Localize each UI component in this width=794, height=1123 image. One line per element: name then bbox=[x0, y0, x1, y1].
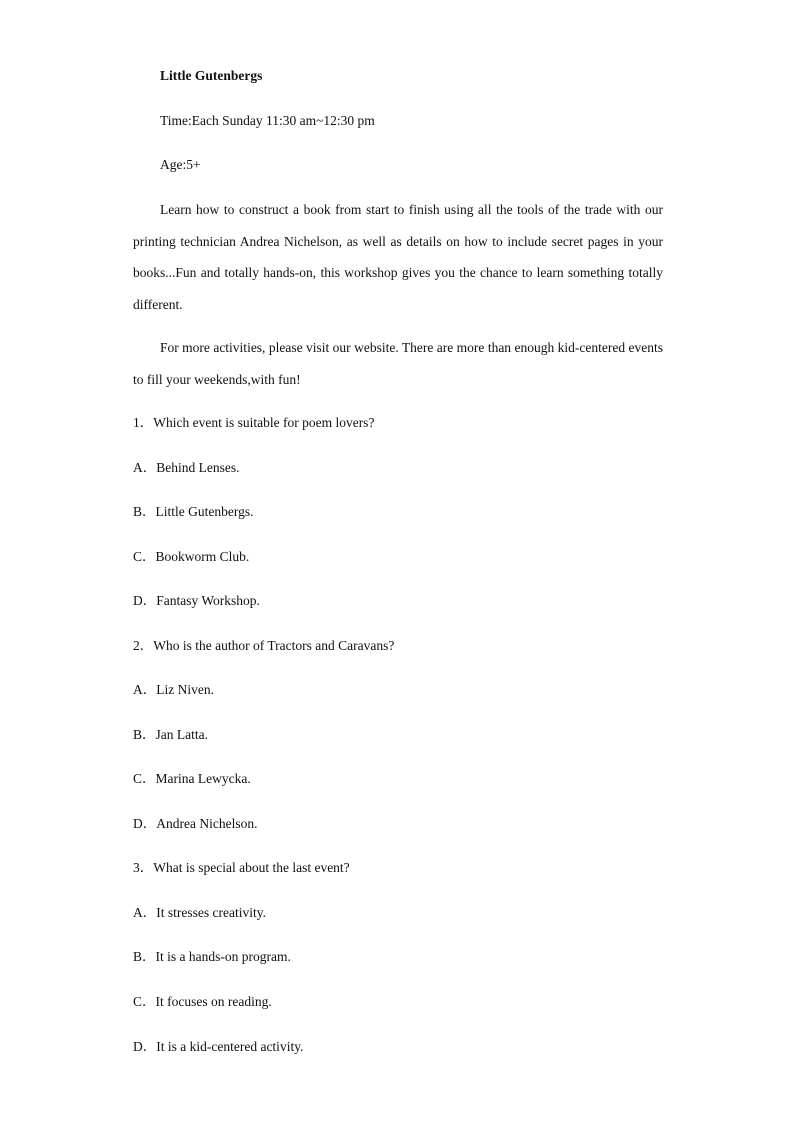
question-3-option-b: B．It is a hands-on program. bbox=[133, 949, 291, 964]
event-title: Little Gutenbergs bbox=[160, 68, 263, 83]
event-age: Age:5+ bbox=[160, 157, 201, 172]
question-1-option-b: B．Little Gutenbergs. bbox=[133, 504, 254, 519]
event-time: Time:Each Sunday 11:30 am~12:30 pm bbox=[160, 113, 375, 128]
question-2-option-b: B．Jan Latta. bbox=[133, 727, 208, 742]
question-3-stem: 3．What is special about the last event? bbox=[133, 860, 350, 875]
more-activities-note: For more activities, please visit our website. There are more than enough kid-centered events to fill your weekends,with fun! bbox=[133, 340, 663, 387]
question-3-option-a: A．It stresses creativity. bbox=[133, 905, 266, 920]
question-2-stem: 2．Who is the author of Tractors and Caravans? bbox=[133, 638, 395, 653]
question-3-option-c: C．It focuses on reading. bbox=[133, 994, 272, 1009]
question-1-option-d: D．Fantasy Workshop. bbox=[133, 593, 260, 608]
question-2-option-a: A．Liz Niven. bbox=[133, 682, 214, 697]
event-description: Learn how to construct a book from start to finish using all the tools of the trade with our printing technician Andrea Nichelson, as well as details on how to include secret pages in your books...Fun and totally hands-on, this workshop gives you the chance to learn something totally different. bbox=[133, 202, 663, 312]
question-2-option-d: D．Andrea Nichelson. bbox=[133, 816, 258, 831]
question-1-option-c: C．Bookworm Club. bbox=[133, 549, 250, 564]
question-1-option-a: A．Behind Lenses. bbox=[133, 460, 240, 475]
question-3-option-d: D．It is a kid-centered activity. bbox=[133, 1039, 304, 1054]
question-2-option-c: C．Marina Lewycka. bbox=[133, 771, 251, 786]
question-1-stem: 1．Which event is suitable for poem lovers? bbox=[133, 415, 375, 430]
